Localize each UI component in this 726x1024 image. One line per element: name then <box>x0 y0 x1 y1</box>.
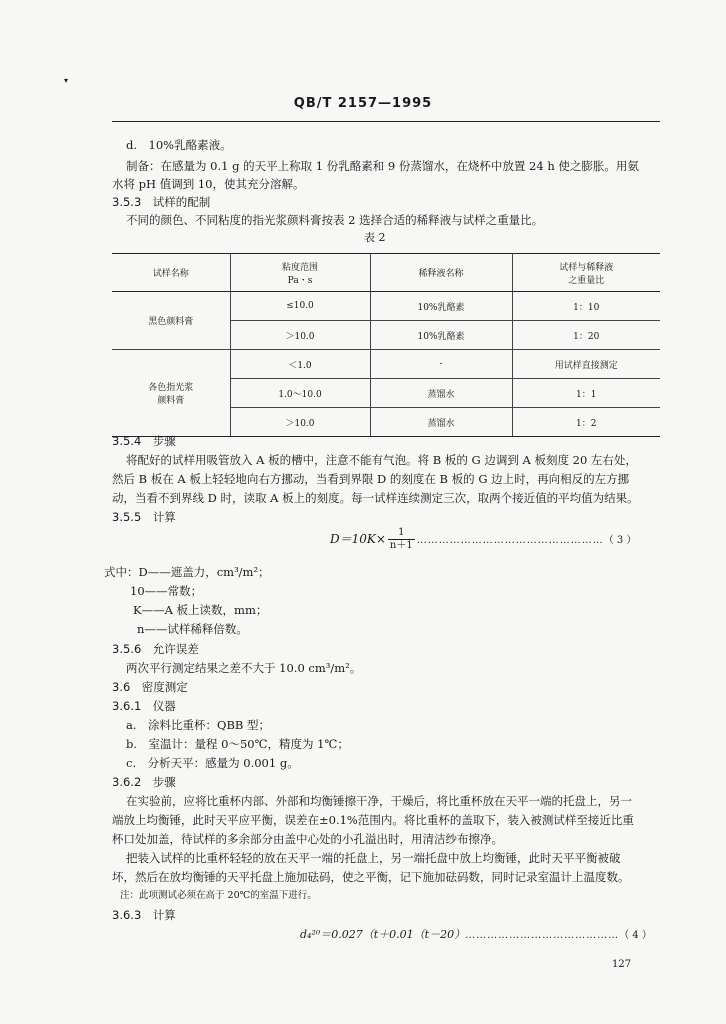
formula-3-denominator: n＋1 <box>389 540 413 551</box>
table-row <box>112 350 660 379</box>
section-3-6-2-line-1: 在实验前，应将比重杯内部、外部和均衡锤擦干净，干燥后，将比重杯放在天平一端的托盘上，另一 <box>126 794 632 808</box>
cell-visc: ＞10.0 <box>230 321 370 350</box>
formula-3 <box>330 527 636 552</box>
section-3-5-6-body: 两次平行测定结果之差不大于 10.0 cm³/m²。 <box>126 661 362 675</box>
formula-4-expr: d₄²⁰＝0.027（t＋0.01（t－20） <box>300 928 466 941</box>
th-ratio-line1: 试样与稀释液 <box>559 262 614 273</box>
th-name: 试样名称 <box>112 254 230 292</box>
cell-ratio: 1：10 <box>573 302 600 313</box>
formula-3-numerator: 1 <box>388 527 415 540</box>
group2-name-line1: 各色指光浆 <box>148 383 194 393</box>
where-line-2: 10——常数； <box>130 584 203 598</box>
section-3-5-4-line-3: 动，当看不到界线 D 时，读取 A 板上的刻度。每一试样连续测定三次，取两个接近值的平均值为结果。 <box>112 491 639 505</box>
where-line-1: 式中：D——遮盖力，cm³/m²； <box>104 565 270 579</box>
prep-line-2: 水将 pH 值调到 10，使其充分溶解。 <box>112 177 305 191</box>
th-ratio <box>512 254 660 292</box>
formula-4-tag: （ 4 ） <box>619 930 652 941</box>
section-3-6-2-line-3: 杯口处加盖，待试样的多余部分由盖中心处的小孔溢出时，用清洁纱布擦净。 <box>112 832 503 846</box>
section-3-6-2-line-2: 端放上均衡锤，此时天平应平衡，误差在±0.1%范围内。将比重杯的盖取下，装入被测试样至接近比重 <box>112 813 634 827</box>
scan-speck: ▾ <box>64 76 69 85</box>
where-line-3: K——A 板上读数，mm； <box>133 603 268 617</box>
formula-3-fraction <box>388 527 415 552</box>
th-viscosity-unit: Pa・s <box>287 275 313 286</box>
section-3-6-1: 3.6.1 仪器 <box>112 699 176 713</box>
instrument-c: c. 分析天平：感量为 0.001 g。 <box>126 756 299 770</box>
cell-diluent: 蒸馏水 <box>370 408 512 437</box>
formula-3-tag: （ 3 ） <box>603 535 637 546</box>
header-rule <box>112 121 660 122</box>
formula-4-leader: …………………………………… <box>465 930 620 941</box>
table-caption: 表 2 <box>364 231 386 244</box>
prep-line-1: 制备：在感量为 0.1 g 的天平上称取 1 份乳酪素和 9 份蒸馏水，在烧杯中放置 24 h 使之膨胀。用氨 <box>126 159 639 173</box>
section-3-5-6: 3.5.6 允许误差 <box>112 642 199 656</box>
section-3-6-2: 3.6.2 步骤 <box>112 775 176 789</box>
cell-ratio: 1：20 <box>512 321 660 350</box>
where-line-4: n——试样稀释倍数。 <box>137 622 248 636</box>
th-ratio-line2: 之重量比 <box>568 275 605 286</box>
section-3-5-4-line-2: 然后 B 板在 A 板上轻轻地向右方挪动，当看到界限 D 的刻度在 B 板的 G 边上时，再向相反的左方挪 <box>112 472 630 486</box>
section-3-5-4-line-1: 将配好的试样用吸管放入 A 板的槽中，注意不能有气泡。将 B 板的 G 边调到 A 板刻度 20 左右处， <box>126 453 637 467</box>
group2-name-line2: 颜料膏 <box>157 396 185 406</box>
cell-visc: ＞10.0 <box>230 408 370 437</box>
instrument-b: b. 室温计：量程 0～50℃，精度为 1℃； <box>126 737 349 751</box>
table-row <box>112 292 660 321</box>
table-2 <box>112 253 660 437</box>
section-3-6-3: 3.6.3 计算 <box>112 908 176 922</box>
cell-diluent: 蒸馏水 <box>370 379 512 408</box>
formula-3-leader: …………………………………………… <box>416 535 604 546</box>
item-d: d. 10%乳酪素液。 <box>126 138 232 152</box>
group1-name: 黑色颜料膏 <box>112 292 230 350</box>
cell-diluent: - <box>370 350 512 379</box>
page-header: QB/T 2157—1995 <box>293 96 433 111</box>
section-3-5-4: 3.5.4 步骤 <box>112 434 176 448</box>
note: 注：此项测试必须在高于 20℃的室温下进行。 <box>120 890 317 901</box>
section-3-6-2-line-4: 把装入试样的比重杯轻轻的放在天平一端的托盘上，另一端托盘中放上均衡锤，此时天平平衡被破 <box>126 851 621 865</box>
cell-visc: 1.0～10.0 <box>230 379 370 408</box>
cell-ratio: 用试样直接测定 <box>554 360 618 371</box>
instrument-a: a. 涂料比重杯：QBB 型； <box>126 718 270 732</box>
cell-diluent: 10%乳酪素 <box>370 321 512 350</box>
formula-3-lhs: D＝10K× <box>330 532 386 546</box>
th-viscosity-label: 粘度范围 <box>281 262 318 273</box>
section-3-5-5: 3.5.5 计算 <box>112 510 176 524</box>
cell-ratio: 1：1 <box>512 379 660 408</box>
group2-name <box>112 350 230 437</box>
section-3-5-3: 3.5.3 试样的配制 <box>112 195 211 209</box>
cell-diluent: 10%乳酪素 <box>370 292 512 321</box>
cell-visc: ≤10.0 <box>230 292 370 321</box>
cell-ratio: 1：2 <box>512 408 660 437</box>
page-number: 127 <box>612 959 632 970</box>
section-3-6: 3.6 密度测定 <box>112 680 188 694</box>
section-3-5-3-body: 不同的颜色、不同粘度的指光浆颜料膏按表 2 选择合适的稀释液与试样之重量比。 <box>126 213 544 227</box>
th-diluent: 稀释液名称 <box>370 254 512 292</box>
table-header-row <box>112 254 660 292</box>
section-3-6-2-line-5: 坏，然后在放均衡锤的天平托盘上施加砝码，使之平衡，记下施加砝码数，同时记录室温计上温度数。 <box>112 870 630 884</box>
th-viscosity <box>230 254 370 292</box>
formula-4 <box>300 926 652 942</box>
cell-visc: ＜1.0 <box>230 350 370 379</box>
